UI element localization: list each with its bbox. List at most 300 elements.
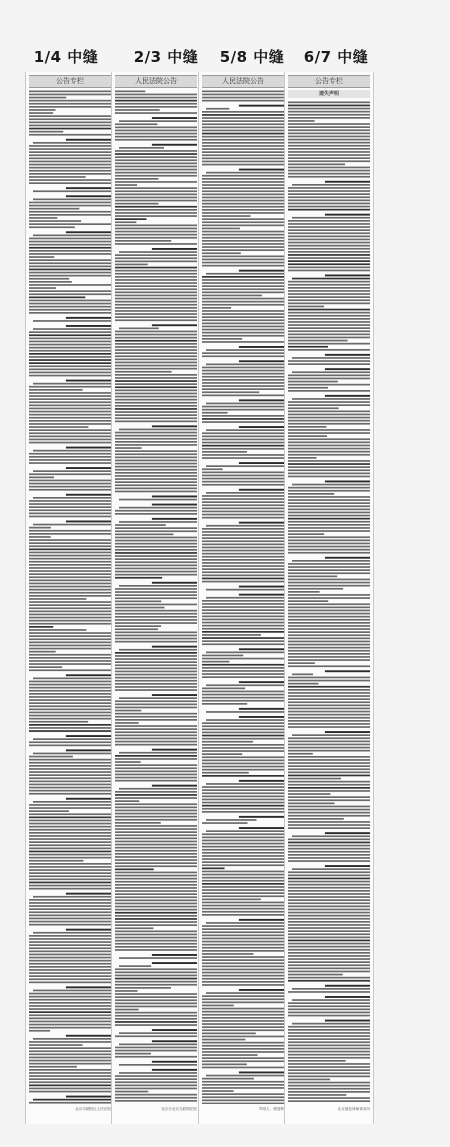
paragraph-heading-line bbox=[66, 447, 111, 449]
text-line bbox=[29, 167, 111, 169]
text-line bbox=[288, 176, 370, 178]
text-line bbox=[288, 420, 370, 422]
text-line bbox=[202, 295, 262, 297]
text-line bbox=[29, 456, 111, 458]
text-line bbox=[29, 669, 111, 671]
text-line bbox=[29, 902, 111, 904]
text-line bbox=[202, 301, 284, 303]
text-line bbox=[202, 697, 284, 699]
text-line bbox=[115, 100, 197, 102]
text-line bbox=[119, 585, 197, 587]
text-line bbox=[115, 383, 197, 385]
paragraph-heading-line bbox=[66, 187, 111, 189]
text-line bbox=[115, 635, 197, 637]
text-line bbox=[115, 1085, 197, 1087]
text-line bbox=[115, 264, 148, 266]
text-line bbox=[202, 962, 284, 964]
text-line bbox=[119, 429, 197, 431]
paragraph-heading-line bbox=[66, 749, 111, 751]
paragraph-heading-line bbox=[66, 1096, 111, 1098]
paragraph-heading-line bbox=[66, 521, 111, 523]
text-line bbox=[29, 982, 111, 984]
text-line bbox=[202, 1020, 284, 1022]
text-line bbox=[119, 697, 197, 699]
text-line bbox=[202, 840, 284, 842]
text-line bbox=[288, 1066, 370, 1068]
text-line bbox=[115, 292, 197, 294]
text-line bbox=[115, 719, 197, 721]
text-line bbox=[288, 375, 370, 377]
column-text-block bbox=[202, 89, 284, 1104]
text-line bbox=[288, 610, 370, 612]
text-line bbox=[29, 784, 111, 786]
text-line bbox=[119, 957, 197, 959]
paragraph-heading-line bbox=[325, 275, 370, 277]
announcement-column-2 bbox=[111, 72, 201, 1124]
text-line bbox=[29, 963, 111, 965]
text-line bbox=[29, 663, 111, 665]
paragraph-heading-line bbox=[66, 380, 111, 382]
text-line bbox=[115, 169, 197, 171]
text-line bbox=[202, 133, 284, 135]
text-line bbox=[202, 935, 284, 937]
text-line bbox=[115, 628, 158, 630]
text-line bbox=[29, 1050, 111, 1052]
text-line bbox=[288, 284, 370, 286]
text-line bbox=[33, 190, 111, 192]
text-line bbox=[202, 822, 247, 824]
text-line bbox=[202, 395, 284, 397]
text-line bbox=[288, 756, 370, 758]
text-line bbox=[202, 637, 284, 639]
text-line bbox=[288, 793, 330, 795]
text-line bbox=[202, 902, 284, 904]
text-line bbox=[288, 533, 324, 535]
paragraph-heading-line bbox=[239, 346, 284, 348]
text-line bbox=[292, 988, 370, 990]
text-line bbox=[29, 888, 111, 890]
announcement-column-4 bbox=[284, 72, 374, 1124]
text-line bbox=[288, 1048, 370, 1050]
text-line bbox=[202, 735, 284, 737]
text-line bbox=[202, 877, 284, 879]
text-line bbox=[288, 167, 370, 169]
text-line bbox=[115, 1081, 197, 1083]
text-line bbox=[29, 250, 111, 252]
text-line bbox=[288, 299, 370, 301]
text-line bbox=[29, 978, 111, 980]
text-line bbox=[202, 445, 284, 447]
text-line bbox=[115, 1094, 197, 1096]
text-line bbox=[115, 139, 197, 141]
text-line bbox=[115, 896, 197, 898]
text-line bbox=[29, 542, 111, 544]
text-line bbox=[115, 610, 197, 612]
text-line bbox=[202, 925, 284, 927]
text-line bbox=[288, 469, 370, 471]
text-line bbox=[288, 1026, 370, 1028]
text-line bbox=[202, 484, 284, 486]
paragraph-heading-line bbox=[239, 489, 284, 491]
text-line bbox=[288, 343, 370, 345]
text-line bbox=[115, 402, 197, 404]
text-line bbox=[202, 553, 284, 555]
text-line bbox=[202, 799, 284, 801]
text-line bbox=[202, 786, 284, 788]
text-line bbox=[29, 429, 111, 431]
text-line bbox=[202, 385, 284, 387]
text-line bbox=[115, 187, 197, 189]
text-line bbox=[115, 558, 197, 560]
text-line bbox=[202, 436, 284, 438]
text-line bbox=[115, 597, 197, 599]
text-line bbox=[288, 223, 370, 225]
text-line bbox=[288, 229, 370, 231]
text-line bbox=[115, 337, 197, 339]
text-line bbox=[288, 1057, 370, 1059]
text-line bbox=[288, 509, 370, 511]
text-line bbox=[202, 158, 284, 160]
text-line bbox=[288, 340, 348, 342]
text-line bbox=[202, 190, 284, 192]
text-line bbox=[288, 1054, 370, 1056]
text-line bbox=[288, 961, 370, 963]
text-line bbox=[288, 381, 338, 383]
text-line bbox=[115, 689, 197, 691]
text-line bbox=[29, 684, 111, 686]
text-line bbox=[29, 109, 55, 111]
text-line bbox=[202, 1090, 234, 1092]
text-line bbox=[288, 930, 370, 932]
text-line bbox=[29, 527, 51, 529]
text-line bbox=[115, 931, 197, 933]
text-line bbox=[29, 338, 111, 340]
text-line bbox=[202, 161, 284, 163]
text-line bbox=[288, 1029, 370, 1031]
text-line bbox=[115, 1056, 197, 1058]
text-line bbox=[119, 120, 197, 122]
text-line bbox=[202, 388, 284, 390]
text-line bbox=[202, 454, 284, 456]
text-line bbox=[115, 800, 139, 802]
text-line bbox=[33, 1038, 111, 1040]
paragraph-heading-line bbox=[152, 117, 197, 119]
text-line bbox=[288, 781, 370, 783]
text-line bbox=[33, 383, 111, 385]
text-line bbox=[288, 466, 370, 468]
text-line bbox=[29, 718, 111, 720]
text-line bbox=[115, 641, 197, 643]
text-line bbox=[288, 572, 370, 574]
text-line bbox=[202, 142, 284, 144]
text-line bbox=[288, 737, 370, 739]
text-line bbox=[115, 1053, 151, 1055]
text-line bbox=[115, 130, 197, 132]
text-line bbox=[288, 117, 370, 119]
text-line bbox=[202, 619, 284, 621]
text-line bbox=[115, 831, 197, 833]
text-line bbox=[202, 700, 284, 702]
text-line bbox=[115, 352, 197, 354]
text-line bbox=[115, 613, 197, 615]
text-line bbox=[288, 290, 370, 292]
text-line bbox=[292, 674, 313, 676]
text-line bbox=[202, 911, 284, 913]
text-line bbox=[115, 393, 197, 395]
text-line bbox=[288, 515, 370, 517]
text-line bbox=[29, 148, 111, 150]
text-line bbox=[288, 330, 370, 332]
text-line bbox=[202, 625, 284, 627]
text-line bbox=[29, 306, 111, 308]
text-line bbox=[292, 484, 370, 486]
text-line bbox=[115, 552, 197, 554]
text-line bbox=[202, 391, 259, 393]
text-line bbox=[288, 576, 337, 578]
text-line bbox=[202, 323, 284, 325]
text-line bbox=[288, 787, 370, 789]
text-line bbox=[29, 1063, 111, 1065]
text-line bbox=[288, 460, 370, 462]
text-line bbox=[202, 215, 251, 217]
text-line bbox=[29, 91, 111, 93]
text-line bbox=[206, 783, 284, 785]
paragraph-heading-line bbox=[152, 1029, 197, 1031]
text-line bbox=[115, 838, 197, 840]
text-line bbox=[288, 120, 315, 122]
text-line bbox=[29, 941, 111, 943]
text-line bbox=[29, 259, 111, 261]
text-line bbox=[288, 438, 370, 440]
text-line bbox=[288, 622, 370, 624]
text-line bbox=[29, 341, 111, 343]
text-line bbox=[115, 371, 172, 373]
text-line bbox=[29, 432, 111, 434]
text-line bbox=[202, 97, 284, 99]
text-line bbox=[202, 772, 249, 774]
text-line bbox=[292, 217, 370, 219]
text-line bbox=[288, 899, 370, 901]
text-line bbox=[29, 905, 111, 907]
text-line bbox=[202, 370, 284, 372]
text-line bbox=[115, 619, 197, 621]
text-line bbox=[288, 677, 370, 679]
text-line bbox=[202, 1100, 284, 1102]
text-line bbox=[288, 921, 370, 923]
text-line bbox=[115, 175, 197, 177]
text-line bbox=[29, 489, 111, 491]
text-line bbox=[288, 750, 370, 752]
text-line bbox=[29, 561, 111, 563]
paragraph-heading-line bbox=[239, 989, 284, 991]
text-line bbox=[288, 220, 370, 222]
paragraph-heading-line bbox=[239, 169, 284, 171]
text-line bbox=[202, 864, 284, 866]
text-line bbox=[29, 860, 83, 862]
text-line bbox=[119, 147, 164, 149]
text-line bbox=[202, 931, 284, 933]
text-line bbox=[202, 889, 284, 891]
text-line bbox=[202, 203, 284, 205]
text-line bbox=[115, 444, 197, 446]
text-line bbox=[29, 164, 111, 166]
text-line bbox=[288, 603, 370, 605]
text-line bbox=[115, 150, 197, 152]
paragraph-heading-line bbox=[325, 481, 370, 483]
text-line bbox=[202, 655, 243, 657]
text-line bbox=[115, 316, 197, 318]
text-line bbox=[288, 705, 370, 707]
text-line bbox=[288, 765, 370, 767]
text-line bbox=[202, 1057, 284, 1059]
text-line bbox=[202, 571, 284, 573]
paragraph-heading-line bbox=[325, 865, 370, 867]
text-line bbox=[115, 722, 139, 724]
text-line bbox=[288, 625, 370, 627]
text-line bbox=[202, 802, 284, 804]
text-line bbox=[288, 824, 370, 826]
text-line bbox=[288, 254, 370, 256]
text-line bbox=[29, 793, 111, 795]
text-line bbox=[202, 468, 223, 470]
text-line bbox=[288, 463, 370, 465]
text-line bbox=[288, 407, 339, 409]
text-line bbox=[202, 1005, 234, 1007]
text-line bbox=[202, 892, 284, 894]
text-line bbox=[202, 886, 284, 888]
text-line bbox=[206, 364, 284, 366]
text-line bbox=[288, 964, 370, 966]
text-line bbox=[288, 296, 370, 298]
paragraph-heading-line bbox=[152, 425, 197, 427]
text-line bbox=[29, 241, 111, 243]
text-line bbox=[115, 295, 197, 297]
text-line bbox=[288, 196, 370, 198]
text-line bbox=[29, 462, 111, 464]
text-line bbox=[29, 699, 111, 701]
paragraph-heading-line bbox=[325, 395, 370, 397]
text-line bbox=[202, 298, 284, 300]
text-line bbox=[288, 958, 370, 960]
text-line bbox=[288, 902, 370, 904]
paragraph-heading-line bbox=[152, 962, 197, 964]
text-line bbox=[115, 668, 197, 670]
text-line bbox=[288, 799, 370, 801]
text-line bbox=[288, 1002, 370, 1004]
paragraph-heading-line bbox=[152, 518, 197, 520]
column-subtitle: 遗失声明 bbox=[288, 90, 370, 98]
text-line bbox=[115, 869, 154, 871]
paragraph-heading-line bbox=[152, 1069, 197, 1071]
text-line bbox=[202, 373, 284, 375]
text-line bbox=[29, 182, 111, 184]
text-line bbox=[115, 546, 197, 548]
text-line bbox=[288, 918, 370, 920]
text-line bbox=[288, 980, 370, 982]
text-line bbox=[29, 1060, 111, 1062]
text-line bbox=[288, 102, 370, 104]
text-line bbox=[202, 947, 284, 949]
text-line bbox=[202, 547, 284, 549]
text-line bbox=[115, 285, 197, 287]
text-line bbox=[206, 465, 284, 467]
text-line bbox=[288, 334, 370, 336]
paragraph-heading-line bbox=[325, 557, 370, 559]
text-line bbox=[29, 439, 111, 441]
text-line bbox=[29, 826, 111, 828]
text-line bbox=[288, 306, 324, 308]
text-line bbox=[202, 722, 284, 724]
text-line bbox=[115, 841, 197, 843]
text-line bbox=[115, 513, 197, 515]
text-line bbox=[288, 505, 370, 507]
text-line bbox=[288, 1035, 370, 1037]
text-line bbox=[288, 337, 370, 339]
paragraph-heading-line bbox=[152, 1061, 197, 1063]
text-line bbox=[202, 981, 284, 983]
text-line bbox=[202, 1014, 284, 1016]
text-line bbox=[288, 414, 370, 416]
text-line bbox=[288, 378, 370, 380]
text-line bbox=[29, 122, 111, 124]
text-line bbox=[29, 281, 72, 283]
text-line bbox=[115, 197, 197, 199]
text-line bbox=[288, 193, 370, 195]
text-line bbox=[29, 350, 111, 352]
text-line bbox=[288, 842, 370, 844]
text-line bbox=[202, 164, 284, 166]
text-line bbox=[29, 924, 111, 926]
text-line bbox=[115, 1012, 197, 1014]
column-text-block bbox=[288, 100, 370, 1104]
text-line bbox=[115, 677, 197, 679]
text-line bbox=[202, 631, 284, 633]
text-line bbox=[29, 882, 111, 884]
text-line bbox=[33, 990, 111, 992]
text-line bbox=[29, 774, 111, 776]
text-line bbox=[288, 123, 370, 125]
text-line bbox=[29, 549, 111, 551]
text-line bbox=[202, 432, 284, 434]
text-line bbox=[115, 777, 197, 779]
text-line bbox=[115, 927, 153, 929]
text-line bbox=[202, 1039, 245, 1041]
text-line bbox=[288, 775, 370, 777]
text-line bbox=[288, 641, 370, 643]
text-line bbox=[115, 279, 197, 281]
text-line bbox=[33, 328, 111, 330]
text-line bbox=[202, 738, 284, 740]
text-line bbox=[202, 753, 242, 755]
text-line bbox=[33, 320, 111, 322]
text-line bbox=[115, 900, 197, 902]
text-line bbox=[115, 655, 197, 657]
announcement-column-1 bbox=[25, 72, 115, 1124]
column-heading-3: 5/8 中缝 bbox=[219, 48, 285, 66]
text-line bbox=[288, 303, 370, 305]
text-line bbox=[115, 200, 197, 202]
text-line bbox=[29, 365, 111, 367]
text-line bbox=[29, 648, 111, 650]
column-title: 人民法院公告 bbox=[115, 75, 197, 88]
text-line bbox=[202, 531, 284, 533]
text-line bbox=[202, 670, 284, 672]
text-line bbox=[29, 269, 111, 271]
text-line bbox=[29, 483, 111, 485]
text-line bbox=[29, 272, 111, 274]
text-line bbox=[29, 205, 111, 207]
text-line bbox=[115, 228, 197, 230]
